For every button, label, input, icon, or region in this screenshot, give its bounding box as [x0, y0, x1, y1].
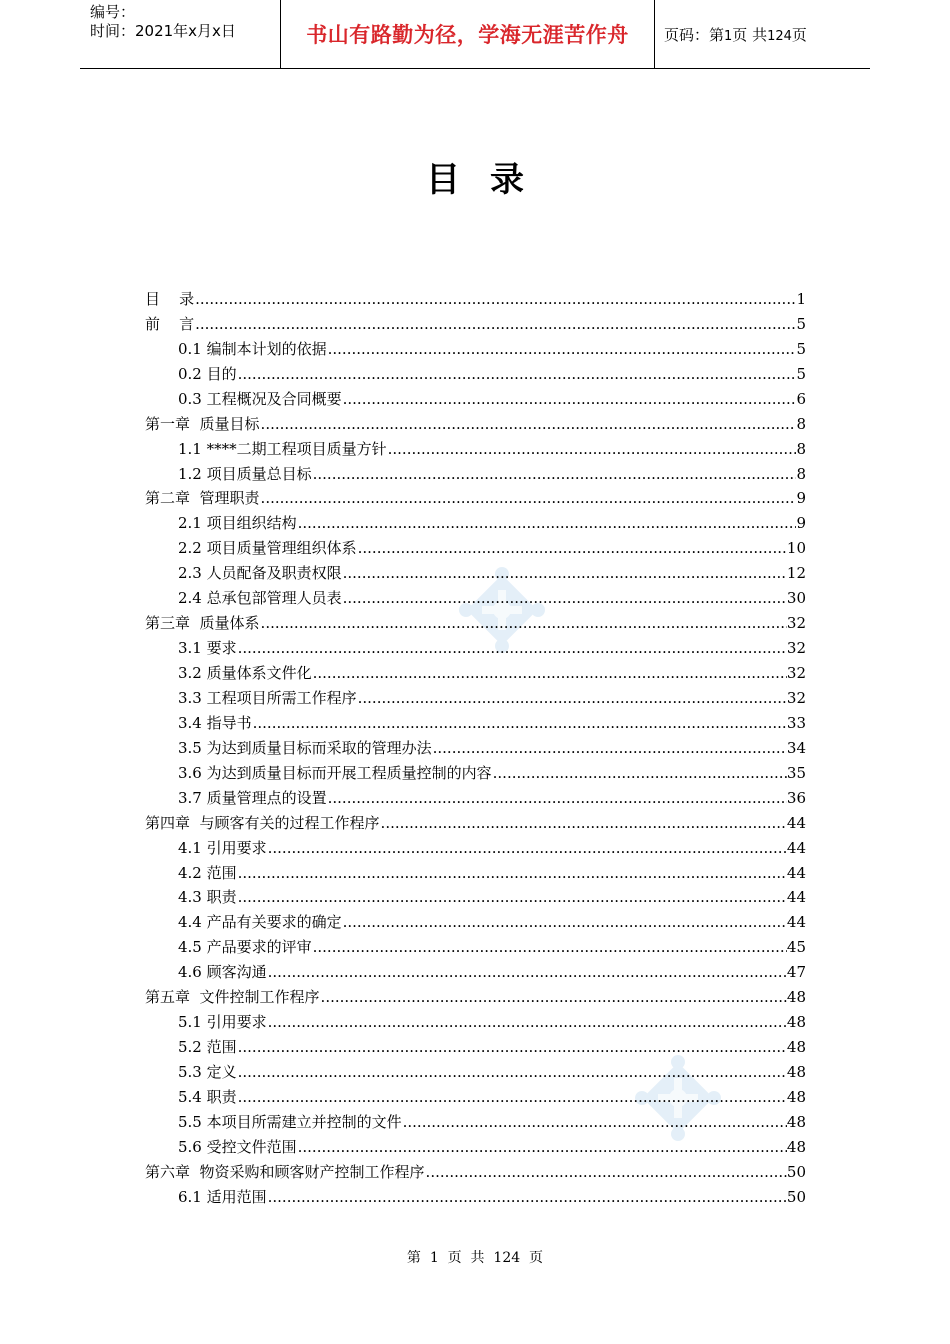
toc-entry-title: 2.4 总承包部管理人员表: [178, 589, 342, 608]
toc-entry[interactable]: [145, 784, 806, 809]
toc-entry[interactable]: [145, 958, 806, 983]
toc-dot-leader: [343, 388, 797, 410]
toc-entry[interactable]: [145, 310, 806, 335]
toc-entry[interactable]: [145, 859, 806, 884]
toc-entry[interactable]: [145, 1083, 806, 1108]
toc-entry-title: 1.2 项目质量总目标: [178, 464, 312, 483]
toc-entry-title: 3.6 为达到质量目标而开展工程质量控制的内容: [178, 763, 492, 782]
page-total: 124: [767, 28, 792, 44]
toc-entry-page: 48: [786, 1063, 806, 1081]
toc-entry[interactable]: [145, 1183, 806, 1208]
toc-dot-leader: [321, 986, 787, 1008]
toc-dot-leader: [343, 587, 787, 609]
toc-entry[interactable]: [145, 884, 806, 909]
page-footer: 第 1 页 共 124 页: [406, 1250, 544, 1266]
toc-entry-title: 5.6 受控文件范围: [178, 1137, 297, 1156]
toc-entry-page: 35: [786, 763, 806, 782]
toc-entry[interactable]: [145, 335, 806, 360]
toc-entry[interactable]: [145, 709, 806, 734]
toc-dot-leader: [238, 1036, 787, 1058]
toc-entry[interactable]: [145, 1058, 806, 1083]
toc-entry[interactable]: [145, 435, 806, 460]
toc-entry[interactable]: [145, 1033, 806, 1058]
toc-entry-page: 5: [796, 364, 806, 383]
toc-entry-page: 34: [786, 738, 806, 757]
header-motto-cell: [281, 0, 655, 68]
toc-entry-title: 目 录: [145, 289, 195, 308]
toc-entry-title: 6.1 适用范围: [178, 1187, 267, 1206]
toc-entry-title: 2.2 项目质量管理组织体系: [178, 539, 357, 558]
toc-entry[interactable]: [145, 360, 806, 385]
toc-entry-page: 12: [786, 564, 806, 583]
toc-entry-page: 5: [796, 314, 806, 333]
toc-dot-leader: [238, 886, 787, 908]
toc-entry-page: 47: [786, 963, 806, 982]
header-meta-cell: [80, 0, 281, 68]
toc-dot-leader: [238, 1061, 787, 1083]
toc-entry-title: 2.3 人员配备及职责权限: [178, 564, 342, 583]
toc-entry-page: 32: [786, 614, 806, 633]
toc-dot-leader: [261, 413, 797, 435]
toc-dot-leader: [388, 438, 797, 460]
toc-entry-title: 3.1 要求: [178, 639, 237, 658]
toc-entry-page: 30: [786, 589, 806, 608]
toc-entry-title: 4.1 引用要求: [178, 838, 267, 857]
toc-entry-title: 第二章 管理职责: [145, 489, 260, 508]
toc-entry[interactable]: [145, 410, 806, 435]
toc-entry[interactable]: [145, 285, 806, 310]
toc-dot-leader: [313, 463, 797, 485]
toc-entry[interactable]: [145, 385, 806, 410]
toc-dot-leader: [253, 712, 787, 734]
toc-entry-page: 48: [786, 1013, 806, 1032]
toc-dot-leader: [343, 562, 787, 584]
toc-dot-leader: [328, 338, 797, 360]
toc-entry-title: 4.4 产品有关要求的确定: [178, 913, 342, 932]
toc-dot-leader: [238, 862, 787, 884]
toc-dot-leader: [298, 512, 797, 534]
toc-entry-page: 33: [786, 713, 806, 732]
page-prefix: 页码：第: [664, 25, 725, 44]
motto: 书山有路勤为径，学海无涯苦作舟: [306, 23, 629, 47]
toc-dot-leader: [313, 936, 787, 958]
toc-entry-page: 45: [786, 938, 806, 957]
toc-entry[interactable]: [145, 684, 806, 709]
toc-entry-title: 5.5 本项目所需建立并控制的文件: [178, 1112, 402, 1131]
toc-dot-leader: [493, 762, 787, 784]
toc-dot-leader: [426, 1161, 787, 1183]
toc-entry-title: 第四章 与顾客有关的过程工作程序: [145, 813, 380, 832]
toc-entry-page: 48: [786, 1038, 806, 1057]
time-label: 时间：2021年x月x日: [90, 22, 236, 40]
toc-dot-leader: [195, 288, 796, 310]
toc-dot-leader: [358, 687, 787, 709]
toc-entry[interactable]: [145, 1008, 806, 1033]
toc-dot-leader: [313, 662, 787, 684]
toc-entry-title: 5.4 职责: [178, 1087, 237, 1106]
number-label: 编号：: [90, 3, 136, 21]
toc-entry[interactable]: [145, 559, 806, 584]
toc-dot-leader: [328, 787, 787, 809]
toc-dot-leader: [238, 363, 797, 385]
page-header: [80, 0, 870, 69]
toc-entry-page: 48: [786, 1112, 806, 1131]
page-mid: 页 共: [732, 25, 768, 44]
toc-dot-leader: [433, 737, 787, 759]
page-suffix: 页: [791, 25, 807, 44]
toc-dot-leader: [195, 313, 796, 335]
toc-dot-leader: [343, 911, 787, 933]
toc-entry-page: 5: [796, 339, 806, 358]
toc-entry-page: 9: [796, 514, 806, 533]
toc-entry[interactable]: [145, 983, 806, 1008]
toc-entry-title: 0.3 工程概况及合同概要: [178, 389, 342, 408]
toc-entry-title: 5.3 定义: [178, 1063, 237, 1081]
toc-entry-title: 0.2 目的: [178, 364, 237, 383]
toc-entry-page: 44: [786, 913, 806, 932]
page-title: 目录: [426, 160, 554, 200]
toc-entry-title: 第五章 文件控制工作程序: [145, 988, 320, 1007]
toc-entry-title: 第一章 质量目标: [145, 414, 260, 433]
toc-entry-page: 44: [786, 838, 806, 857]
toc-entry[interactable]: [145, 659, 806, 684]
toc-dot-leader: [238, 1086, 787, 1108]
toc-entry-page: 9: [796, 489, 806, 508]
toc-dot-leader: [261, 612, 787, 634]
toc-entry[interactable]: [145, 634, 806, 659]
toc-entry-page: 32: [786, 688, 806, 707]
toc-entry-title: 5.1 引用要求: [178, 1013, 267, 1032]
toc-entry-page: 44: [786, 888, 806, 907]
table-of-contents: [145, 285, 806, 1208]
toc-entry-title: 0.1 编制本计划的依据: [178, 339, 327, 358]
header-page-info: [664, 24, 807, 45]
toc-entry[interactable]: [145, 485, 806, 510]
toc-entry-page: 8: [796, 464, 806, 483]
toc-entry-page: 44: [786, 813, 806, 832]
toc-entry[interactable]: [145, 1133, 806, 1158]
page-current: 1: [724, 28, 733, 44]
toc-entry-title: 2.1 项目组织结构: [178, 514, 297, 533]
toc-entry[interactable]: [145, 809, 806, 834]
toc-dot-leader: [381, 812, 787, 834]
toc-entry-page: 32: [786, 639, 806, 658]
toc-entry-title: 3.5 为达到质量目标而采取的管理办法: [178, 738, 432, 757]
toc-entry-page: 10: [786, 539, 806, 558]
toc-entry[interactable]: [145, 759, 806, 784]
toc-entry[interactable]: [145, 734, 806, 759]
toc-entry-page: 32: [786, 664, 806, 682]
toc-dot-leader: [268, 961, 787, 983]
toc-dot-leader: [298, 1136, 787, 1158]
toc-dot-leader: [268, 1186, 787, 1208]
toc-entry-page: 50: [786, 1187, 806, 1206]
toc-entry[interactable]: [145, 834, 806, 859]
toc-entry-page: 6: [796, 389, 806, 408]
toc-entry-title: 4.6 顾客沟通: [178, 963, 267, 982]
toc-entry-title: 4.2 范围: [178, 863, 237, 882]
toc-entry-title: 3.7 质量管理点的设置: [178, 788, 327, 807]
toc-entry-page: 36: [786, 788, 806, 807]
toc-entry-title: 前 言: [145, 314, 195, 333]
toc-entry-page: 48: [786, 1137, 806, 1156]
toc-entry-title: 4.3 职责: [178, 888, 237, 907]
toc-dot-leader: [268, 1011, 787, 1033]
toc-entry[interactable]: [145, 609, 806, 634]
toc-entry-title: 3.4 指导书: [178, 713, 252, 732]
toc-entry-title: 1.1 ****二期工程项目质量方针: [178, 439, 387, 458]
toc-entry[interactable]: [145, 908, 806, 933]
toc-entry[interactable]: [145, 1108, 806, 1133]
toc-entry[interactable]: [145, 509, 806, 534]
toc-entry[interactable]: [145, 1158, 806, 1183]
toc-entry-page: 44: [786, 863, 806, 882]
toc-entry-page: 48: [786, 988, 806, 1007]
toc-dot-leader: [238, 637, 787, 659]
toc-entry-title: 第三章 质量体系: [145, 614, 260, 633]
toc-entry-title: 3.3 工程项目所需工作程序: [178, 688, 357, 707]
header-page-cell: [655, 0, 870, 68]
toc-entry[interactable]: [145, 933, 806, 958]
toc-entry-page: 8: [796, 414, 806, 433]
toc-entry-page: 48: [786, 1087, 806, 1106]
toc-entry-title: 5.2 范围: [178, 1038, 237, 1057]
toc-entry-title: 第六章 物资采购和顾客财产控制工作程序: [145, 1162, 425, 1181]
toc-dot-leader: [403, 1111, 787, 1133]
toc-entry-page: 50: [786, 1162, 806, 1181]
toc-entry-page: 1: [796, 289, 806, 308]
toc-entry-title: 4.5 产品要求的评审: [178, 938, 312, 957]
toc-entry[interactable]: [145, 534, 806, 559]
toc-entry[interactable]: [145, 460, 806, 485]
toc-dot-leader: [358, 537, 787, 559]
toc-entry-page: 8: [796, 439, 806, 458]
toc-dot-leader: [268, 837, 787, 859]
toc-entry-title: 3.2 质量体系文件化: [178, 664, 312, 682]
toc-entry[interactable]: [145, 584, 806, 609]
toc-dot-leader: [261, 487, 797, 509]
